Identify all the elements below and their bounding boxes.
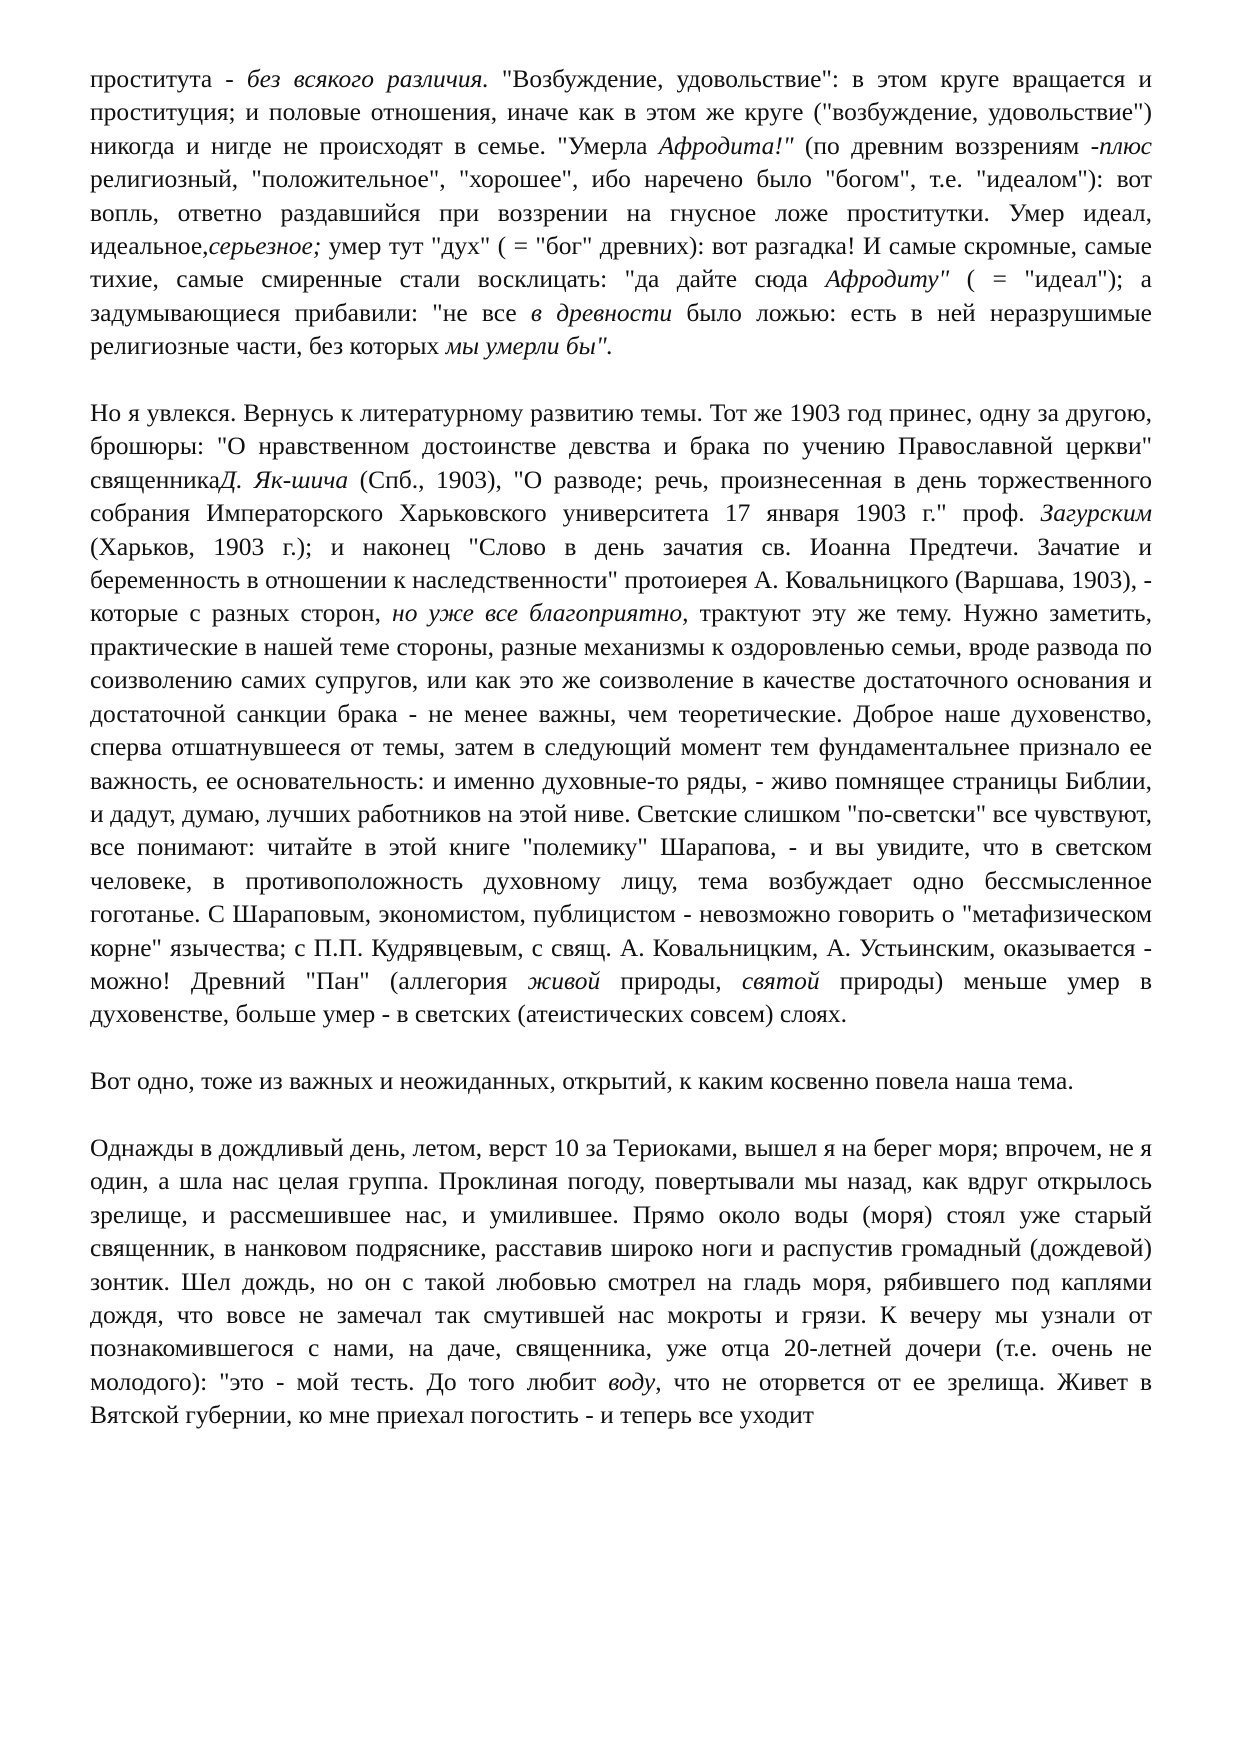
text-segment: Вот одно, тоже из важных и неожиданных, открытий, к каким косвенно повела наша тема. [90, 1066, 1074, 1096]
text-segment: природы) меньше умер в духовенстве, больше умер - в светских (атеистических совсем) слоях. [90, 965, 1152, 1029]
text-segment: "Возбуждение, удовольствие": в этом круге вращается и проституция; и половые отношения, иначе как в этом же круге ("возбуждение, удовольствие") никогда и нигде не происходят в семье. "Умерла [90, 64, 1152, 160]
paragraph-1 [90, 62, 1152, 363]
italic-segment: Загурским [1040, 498, 1152, 528]
text-segment: Но я увлекся. Вернусь к литературному развитию темы. Тот же 1903 год принес, одну за другою, брошюры: "О нравственном достоинстве девства и брака по учению Православной церкви" священника [90, 398, 1152, 494]
document-page [90, 62, 1152, 1432]
italic-segment: святой [741, 965, 820, 995]
italic-segment: Афродиту" [825, 264, 950, 294]
text-segment: проститута - [90, 64, 247, 93]
text-segment: (Харьков, 1903 г.); и наконец "Слово в день зачатия св. Иоанна Предтечи. Зачатие и беременность в отношении к наследственности" протоиерея А. Ковальницкого (Варшава, 1903), - которые с разных сторон, [90, 531, 1152, 628]
text-segment: ( = "идеал"); а задумывающиеся прибавили: "не все [90, 264, 1152, 327]
italic-segment: серьезное; [208, 231, 322, 261]
italic-segment: живой [527, 965, 601, 995]
italic-segment: плюс [1099, 130, 1152, 160]
text-segment: религиозный, "положительное", "хорошее", ибо наречено было "богом", т.е. "идеалом"): вот вопль, ответно раздавшийся при воззрении на гнусное ложе проститутки. Умер идеал, идеальное, [90, 164, 1152, 261]
text-segment: трактуют эту же тему. Нужно заметить, практические в нашей теме стороны, разные механизмы к оздоровленью семьи, вроде развода по соизволению самих супругов, или как это же соизволение в качестве достаточного основания и достаточной санкции брака - не менее важны, чем теоретические. Доброе наше духовенство, сперва отшатнувшееся от темы, затем в следующий момент тем фундаментальнее признало ее важность, ее основательность: и именно духовные-то ряды, - живо помнящее страницы Библии, и дадут, думаю, лучших работников на этой ниве. Светские слишком "по-светски" все чувствуют, все понимают: читайте в этой книге "полемику" Шарапова, - и вы увидите, что в светском человеке, в противоположность духовному лицу, тема возбуждает одно бессмысленное гоготанье. С Шараповым, экономистом, публицистом - невозможно говорить о "метафизическом корне" язычества; с П.П. Кудрявцевым, с свящ. А. Ковальницким, А. Устьинским, оказывается - можно! Древний "Пан" (аллегория [90, 598, 1153, 995]
text-segment: было ложью: есть в ней неразрушимые религиозные части, без которых [90, 297, 1153, 361]
italic-segment: без всякого различия. [246, 64, 489, 93]
italic-segment: воду [608, 1366, 656, 1396]
paragraph-4 [90, 1131, 1152, 1432]
text-segment: , что не оторвется от ее зрелища. Живет в Вятской губернии, ко мне приехал погостить - и теперь все уходит [90, 1366, 1152, 1430]
italic-segment: Афродита!" [658, 130, 794, 160]
paragraph-2 [90, 396, 1152, 1031]
text-segment: (по древним воззрениям - [793, 130, 1100, 160]
italic-segment: но уже все благоприятно, [392, 598, 689, 628]
text-segment: природы, [600, 965, 742, 995]
paragraph-3 [90, 1064, 1152, 1097]
text-segment: Однажды в дождливый день, летом, верст 10 за Териоками, вышел я на берег моря; впрочем, не я один, а шла нас целая группа. Проклиная погоду, повертывали мы назад, как вдруг открылось зрелище, и рассмешившее нас, и умилившее. Прямо около воды (моря) стоял уже старый священник, в нанковом подряснике, расставив широко ноги и распустив громадный (дождевой) зонтик. Шел дождь, но он с такой любовью смотрел на гладь моря, рябившего под каплями дождя, что вовсе не замечал так смутившей нас мокроты и грязи. К вечеру мы узнали от познакомившегося с нами, на даче, священника, уже отца 20-летней дочери (т.е. очень не молодого): "это - мой тесть. До того любит [90, 1132, 1152, 1396]
italic-segment: в древности [530, 297, 673, 327]
italic-segment: мы умерли бы". [445, 331, 614, 361]
italic-segment: Д. Як-шича [219, 464, 349, 494]
text-segment: умер тут "дух" ( = "бог" древних): вот разгадка! И самые скромные, самые тихие, самые смиренные стали восклицать: "да дайте сюда [90, 231, 1152, 294]
text-segment: (Спб., 1903), "О разводе; речь, произнесенная в день торжественного собрания Императорского Харьковского университета 17 января 1903 г." проф. [90, 464, 1152, 528]
